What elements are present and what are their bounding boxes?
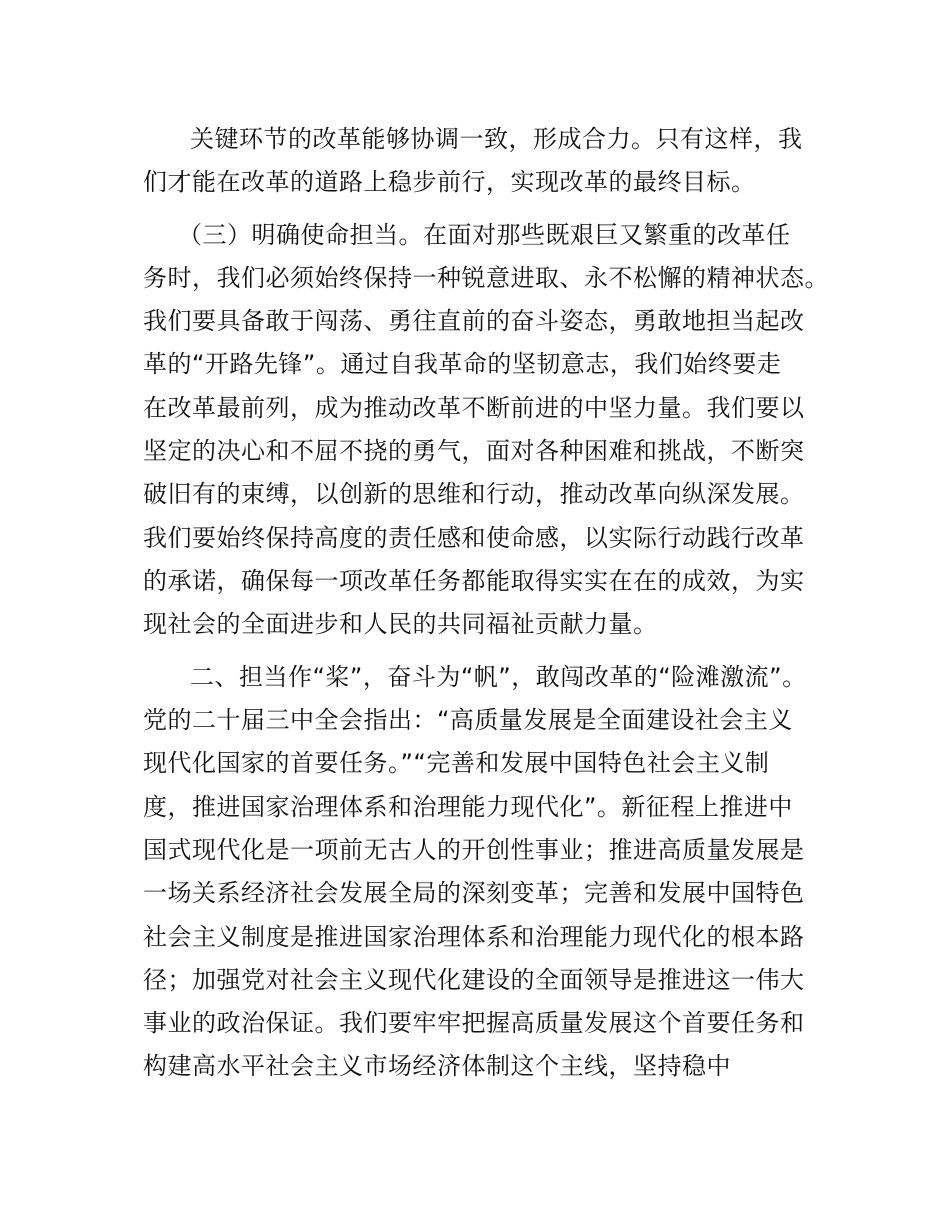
paragraph-3-line-6: 一场关系经济社会发展全局的深刻变革；完善和发展中国特色 [143, 879, 805, 907]
paragraph-3-line-8: 径；加强党对社会主义现代化建设的全面领导是推进这一伟大 [143, 966, 805, 994]
paragraph-3-line-10: 构建高水平社会主义市场经济体制这个主线，坚持稳中 [143, 1052, 731, 1080]
paragraph-2-line-3: 我们要具备敢于闯荡、勇往直前的奋斗姿态，勇敢地担当起改 [143, 307, 805, 335]
paragraph-2-line-4: 革的“开路先锋”。通过自我革命的坚韧意志，我们始终要走 [143, 350, 782, 378]
paragraph-2-line-2: 务时，我们必须始终保持一种锐意进取、永不松懈的精神状态。 [143, 264, 829, 292]
paragraph-3-line-4: 度，推进国家治理体系和治理能力现代化”。新征程上推进中 [143, 793, 793, 821]
paragraph-2-line-1: （三）明确使命担当。在面对那些既艰巨又繁重的改革任 [178, 221, 791, 249]
paragraph-1-line-2: 们才能在改革的道路上稳步前行，实现改革的最终目标。 [143, 168, 756, 196]
paragraph-3-line-9: 事业的政治保证。我们要牢牢把握高质量发展这个首要任务和 [143, 1009, 805, 1037]
paragraph-3-line-3: 现代化国家的首要任务。”“完善和发展中国特色社会主义制 [143, 749, 770, 777]
paragraph-1-line-1: 关键环节的改革能够协调一致，形成合力。只有这样，我 [190, 125, 803, 153]
paragraph-2-line-7: 破旧有的束缚，以创新的思维和行动，推动改革向纵深发展。 [143, 480, 805, 508]
paragraph-3-line-1: 二、担当作“桨”，奋斗为“帆”，敢闯改革的“险滩激流”。 [190, 663, 807, 691]
paragraph-2-line-10: 现社会的全面进步和人民的共同福祉贡献力量。 [143, 610, 658, 638]
paragraph-2-line-9: 的承诺，确保每一项改革任务都能取得实实在在的成效，为实 [143, 567, 805, 595]
paragraph-3-line-2: 党的二十届三中全会指出：“高质量发展是全面建设社会主义 [143, 706, 793, 734]
paragraph-2-line-8: 我们要始终保持高度的责任感和使命感，以实际行动践行改革 [143, 524, 805, 552]
paragraph-2-line-5: 在改革最前列，成为推动改革不断前进的中坚力量。我们要以 [143, 394, 805, 422]
paragraph-2-line-6: 坚定的决心和不屈不挠的勇气，面对各种困难和挑战，不断突 [143, 437, 805, 465]
paragraph-3-line-7: 社会主义制度是推进国家治理体系和治理能力现代化的根本路 [143, 923, 805, 951]
paragraph-3-line-5: 国式现代化是一项前无古人的开创性事业；推进高质量发展是 [143, 836, 805, 864]
